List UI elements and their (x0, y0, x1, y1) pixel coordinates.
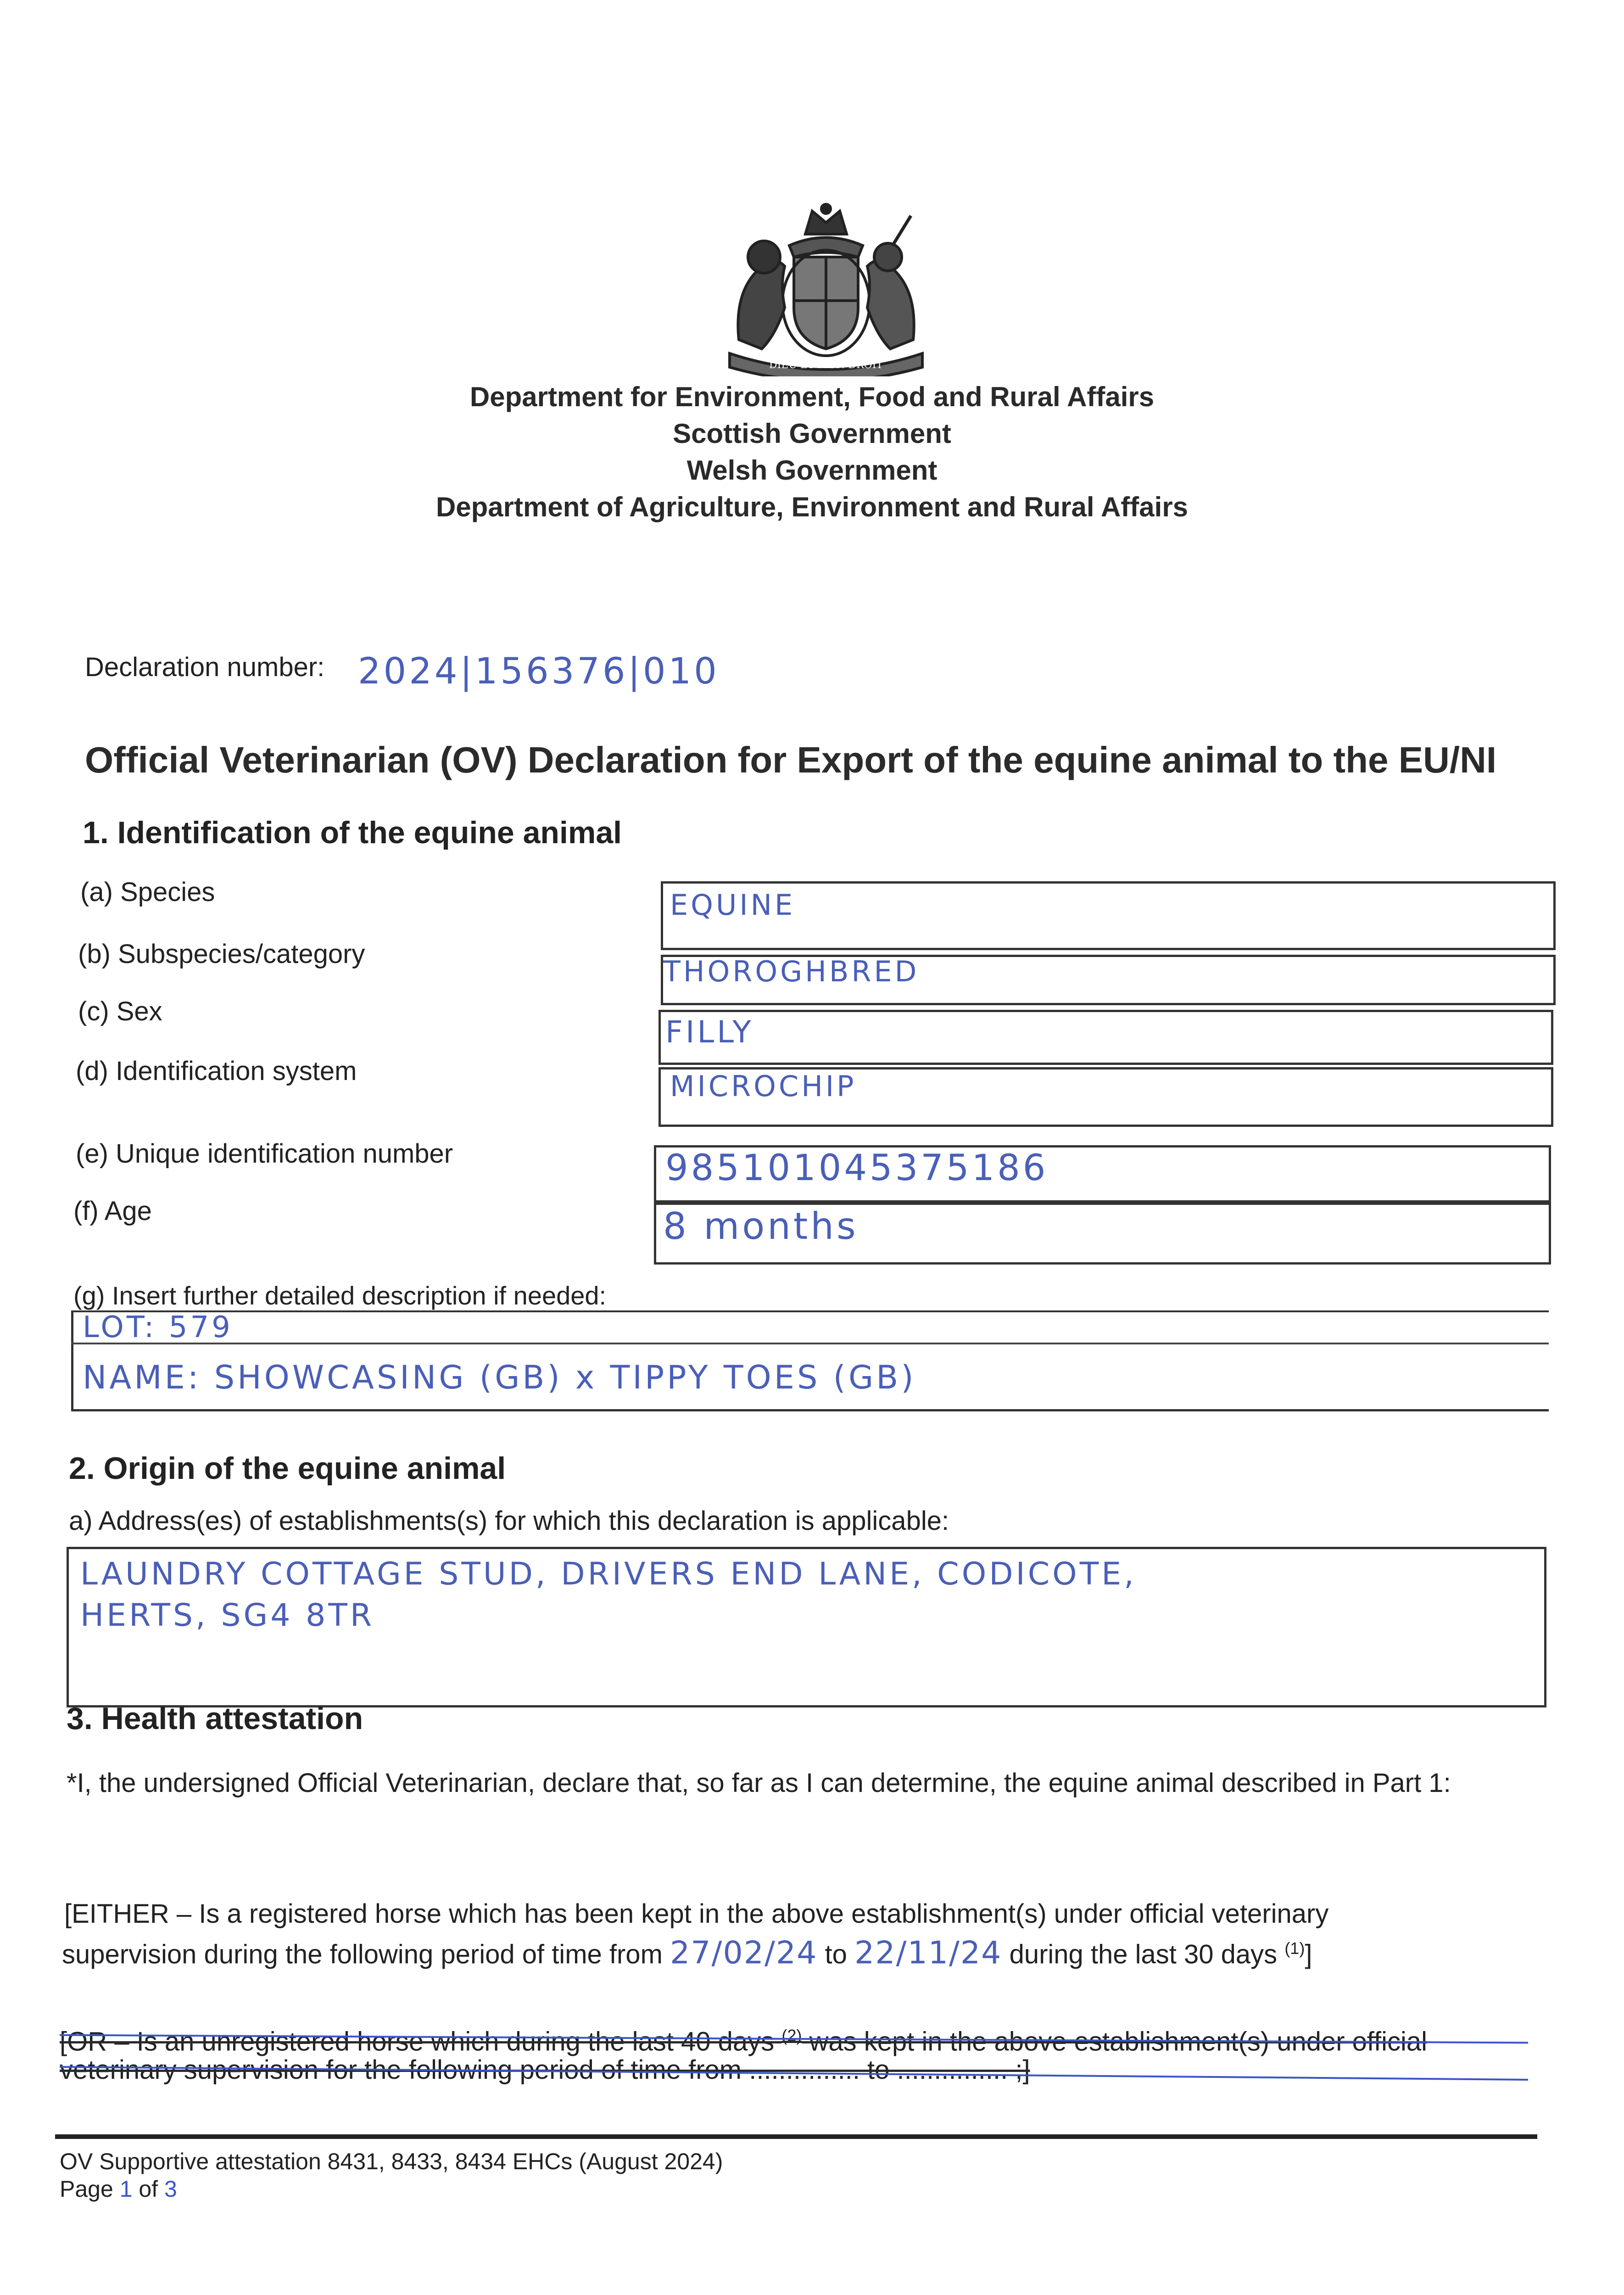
either-end-bracket: ] (1305, 1939, 1312, 1970)
address-line-2: HERTS, SG4 8TR (80, 1597, 375, 1634)
declaration-number-value: 2024|156376|010 (358, 651, 720, 692)
footer-attestation: OV Supportive attestation 8431, 8433, 8434 EHCs (August 2024) (60, 2149, 723, 2174)
age-label: (f) Age (73, 1196, 152, 1226)
uid-value: 985101045375186 (665, 1148, 1049, 1189)
subspecies-label: (b) Subspecies/category (78, 939, 365, 969)
dept-scottish-gov: Scottish Government (673, 418, 951, 449)
id-system-label: (d) Identification system (76, 1056, 357, 1086)
dept-welsh-gov: Welsh Government (686, 455, 938, 486)
page-title: Official Veterinarian (OV) Declaration for Export of the equine animal to the EU/NI (85, 739, 1497, 780)
either-line-2-text-a: supervision during the following period of time from (62, 1939, 663, 1970)
footer-page-current: 1 (119, 2176, 133, 2202)
either-from-date: 27/02/24 (670, 1935, 818, 1971)
or-line-1-text-a: [OR – Is an unregistered horse which during the last 40 days (60, 2026, 775, 2057)
footer-page-number (60, 2176, 177, 2202)
either-line-2-text-b: during the last 30 days (1009, 1939, 1278, 1970)
footer-page-total: 3 (164, 2176, 177, 2202)
description-line-1: LOT: 579 (83, 1310, 233, 1344)
address-line-1: LAUNDRY COTTAGE STUD, DRIVERS END LANE, CODICOTE, (80, 1556, 1137, 1592)
sex-field (659, 1010, 1553, 1065)
species-value: EQUINE (670, 888, 796, 922)
description-line-2: NAME: SHOWCASING (GB) x TIPPY TOES (GB) (83, 1359, 916, 1396)
section1-heading: 1. Identification of the equine animal (83, 815, 622, 850)
health-intro: *I, the undersigned Official Veterinarian, declare that, so far as I can determine, the equine animal described in Part 1: (67, 1768, 1451, 1798)
section2-heading: 2. Origin of the equine animal (69, 1451, 506, 1486)
dept-defra: Department for Environment, Food and Rural Affairs (469, 381, 1155, 412)
id-system-value: MICROCHIP (670, 1069, 857, 1103)
sex-label: (c) Sex (78, 996, 162, 1026)
or-footnote-ref: (2) (781, 2026, 802, 2045)
either-to-date: 22/11/24 (854, 1935, 1002, 1971)
age-value: 8 months (663, 1205, 859, 1248)
description-divider (71, 1343, 1549, 1344)
either-footnote-ref: (1) (1284, 1939, 1305, 1958)
declaration-number-label: Declaration number: (85, 652, 325, 682)
description-label: (g) Insert further detailed description if needed: (73, 1281, 607, 1310)
footer-of-word: of (139, 2176, 158, 2202)
subspecies-value: THOROGHBRED (663, 955, 920, 988)
either-line-1: [EITHER – Is a registered horse which has been kept in the above establishment(s) under official veterinary (64, 1899, 1329, 1929)
section3-heading: 3. Health attestation (67, 1701, 363, 1736)
footer-rule (55, 2134, 1537, 2139)
either-to-word: to (825, 1939, 847, 1970)
crest-motto: DIEU ET MON DROIT (769, 359, 883, 371)
address-label: a) Address(es) of establishments(s) for which this declaration is applicable: (69, 1506, 949, 1536)
dept-daera: Department of Agriculture, Environment and Rural Affairs (435, 492, 1189, 522)
royal-crest-icon (720, 202, 932, 376)
or-line-1-text-b: was kept in the above establishment(s) under official (809, 2026, 1427, 2057)
species-label: (a) Species (80, 877, 215, 907)
sex-value: FILLY (665, 1014, 754, 1050)
uid-label: (e) Unique identification number (76, 1139, 453, 1169)
either-line-2 (62, 1932, 1312, 1970)
footer-page-word: Page (60, 2176, 113, 2202)
or-line-2: veterinary supervision for the following period of time from ............... to ............... ;] (60, 2055, 1030, 2085)
